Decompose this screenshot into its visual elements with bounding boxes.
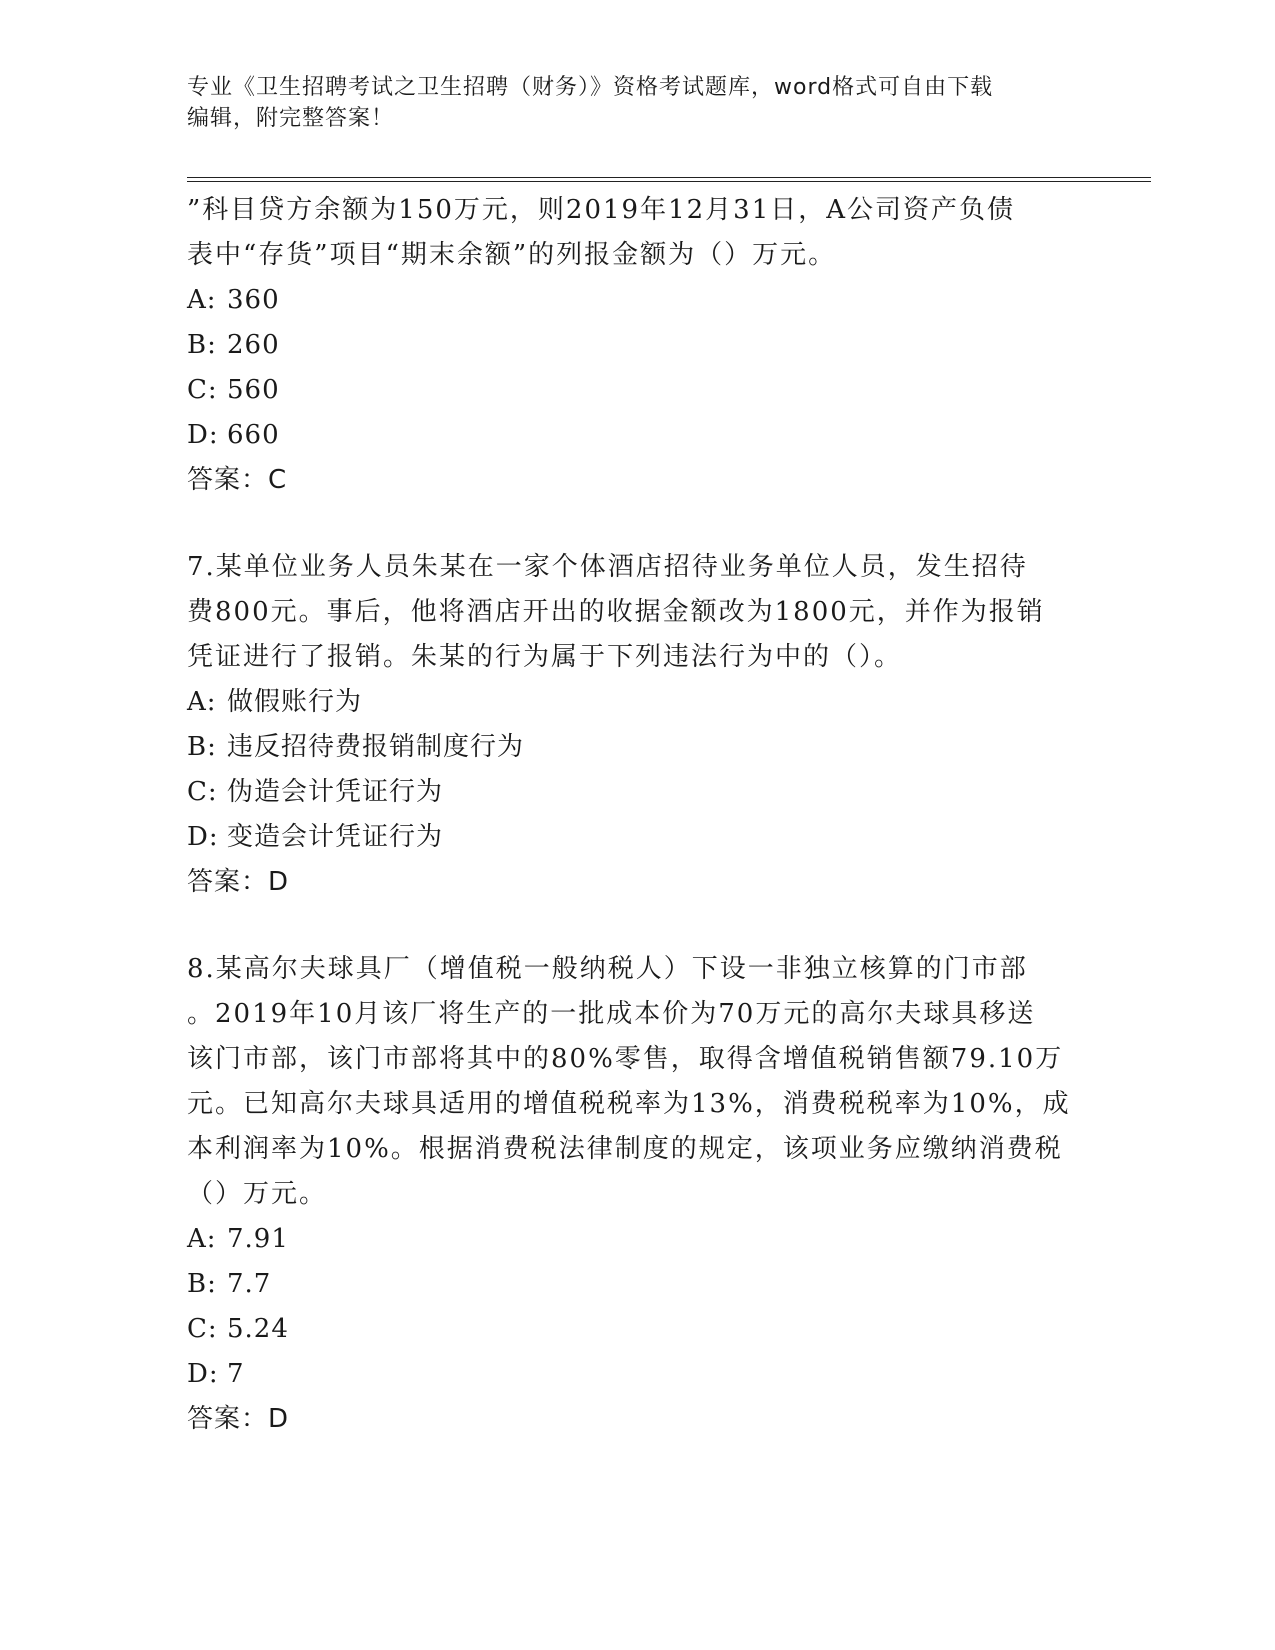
option-text: 7.7 bbox=[227, 1269, 272, 1299]
question-6-line: 表中“存货”项目“期末余额”的列报金额为（）万元。 bbox=[187, 240, 837, 270]
option-key: C: bbox=[187, 1314, 218, 1344]
option-key: B: bbox=[187, 732, 217, 762]
question-8-line: 。2019年10月该厂将生产的一批成本价为70万元的高尔夫球具移送 bbox=[187, 999, 1036, 1029]
spacer bbox=[187, 503, 1077, 545]
question-7-line: 费800元。事后，他将酒店开出的收据金额改为1800元，并作为报销 bbox=[187, 597, 1045, 627]
question-list bbox=[187, 188, 1077, 1442]
option-text: 260 bbox=[227, 330, 280, 360]
question-6-stem bbox=[187, 188, 1077, 278]
question-7-line: 7.某单位业务人员朱某在一家个体酒店招待业务单位人员，发生招待 bbox=[187, 552, 1028, 582]
question-8 bbox=[187, 947, 1077, 1442]
question-8-line: 元。已知高尔夫球具适用的增值税税率为13%，消费税税率为10%，成 bbox=[187, 1089, 1071, 1119]
question-7-option-a bbox=[187, 680, 1077, 725]
question-8-option-a bbox=[187, 1217, 1077, 1262]
question-8-line: 该门市部，该门市部将其中的80%零售，取得含增值税销售额79.10万 bbox=[187, 1044, 1064, 1074]
option-key: D: bbox=[187, 1359, 219, 1389]
header-divider-bottom bbox=[187, 181, 1151, 182]
option-key: C: bbox=[187, 777, 218, 807]
question-6-option-b bbox=[187, 323, 1077, 368]
question-6 bbox=[187, 188, 1077, 503]
option-key: D: bbox=[187, 420, 219, 450]
question-8-option-b bbox=[187, 1262, 1077, 1307]
question-6-answer: 答案：C bbox=[187, 465, 288, 495]
option-text: 伪造会计凭证行为 bbox=[227, 777, 444, 807]
question-8-option-d bbox=[187, 1352, 1077, 1397]
question-7 bbox=[187, 545, 1077, 905]
question-7-option-d bbox=[187, 815, 1077, 860]
question-6-option-d bbox=[187, 413, 1077, 458]
option-text: 做假账行为 bbox=[227, 687, 363, 717]
option-text: 560 bbox=[227, 375, 280, 405]
option-text: 360 bbox=[227, 285, 280, 315]
question-8-stem bbox=[187, 947, 1077, 1217]
header-divider-top bbox=[187, 177, 1151, 178]
question-8-line: 8.某高尔夫球具厂（增值税一般纳税人）下设一非独立核算的门市部 bbox=[187, 954, 1028, 984]
option-text: 5.24 bbox=[227, 1314, 289, 1344]
option-key: C: bbox=[187, 375, 218, 405]
option-key: A: bbox=[187, 285, 217, 315]
question-8-line: 本利润率为10%。根据消费税法律制度的规定，该项业务应缴纳消费税 bbox=[187, 1134, 1063, 1164]
question-8-answer: 答案：D bbox=[187, 1404, 290, 1434]
spacer bbox=[187, 905, 1077, 947]
question-6-line: ”科目贷方余额为150万元，则2019年12月31日，A公司资产负债 bbox=[187, 195, 1016, 225]
option-text: 7 bbox=[227, 1359, 245, 1389]
question-6-option-a bbox=[187, 278, 1077, 323]
question-7-option-b bbox=[187, 725, 1077, 770]
question-7-option-c bbox=[187, 770, 1077, 815]
header-line-2: 编辑，附完整答案！ bbox=[187, 106, 395, 131]
question-7-answer: 答案：D bbox=[187, 867, 290, 897]
option-text: 660 bbox=[227, 420, 280, 450]
document-header bbox=[187, 72, 1077, 134]
option-key: B: bbox=[187, 330, 217, 360]
question-7-line: 凭证进行了报销。朱某的行为属于下列违法行为中的（）。 bbox=[187, 642, 903, 672]
option-text: 变造会计凭证行为 bbox=[227, 822, 444, 852]
question-8-line: （）万元。 bbox=[187, 1179, 328, 1209]
option-key: D: bbox=[187, 822, 219, 852]
question-7-stem bbox=[187, 545, 1077, 680]
option-text: 违反招待费报销制度行为 bbox=[227, 732, 525, 762]
question-6-option-c bbox=[187, 368, 1077, 413]
option-key: A: bbox=[187, 687, 217, 717]
option-key: A: bbox=[187, 1224, 217, 1254]
option-text: 7.91 bbox=[227, 1224, 289, 1254]
question-8-option-c bbox=[187, 1307, 1077, 1352]
header-line-1: 专业《卫生招聘考试之卫生招聘（财务）》资格考试题库，word格式可自由下载 bbox=[187, 75, 994, 100]
option-key: B: bbox=[187, 1269, 217, 1299]
